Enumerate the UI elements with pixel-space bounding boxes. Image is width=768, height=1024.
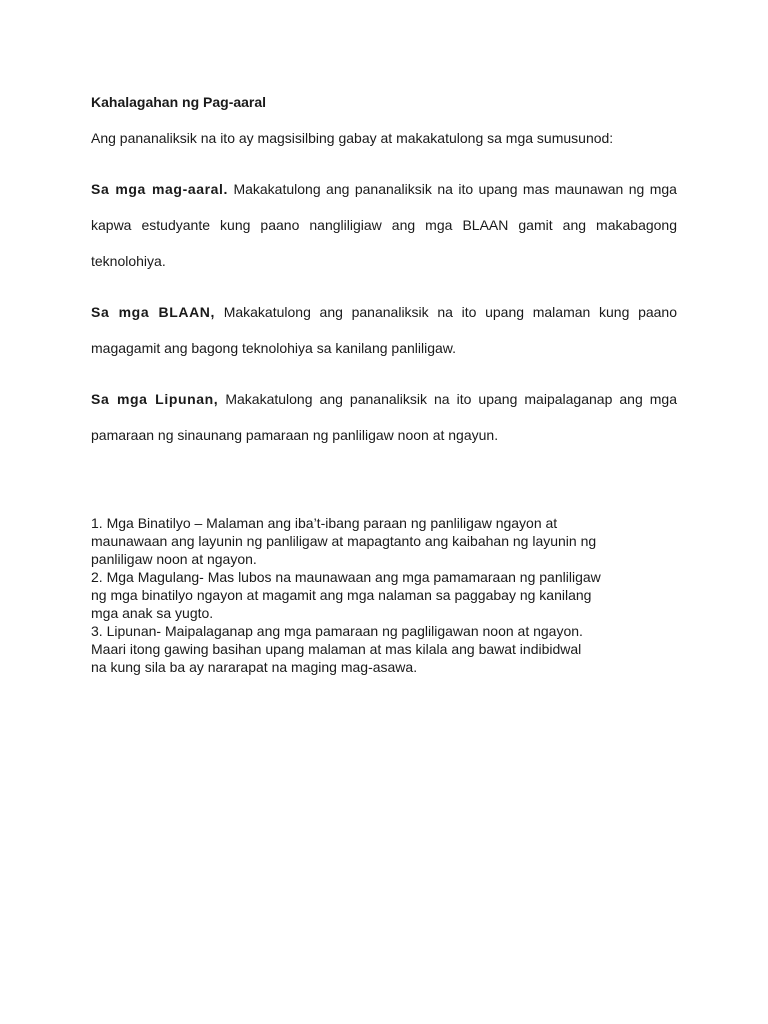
list-line: panliligaw noon at ngayon.	[91, 551, 257, 567]
list-line: maunawaan ang layunin ng panliligaw at mapagtanto ang kaibahan ng layunin ng	[91, 533, 597, 549]
list-line: 2. Mga Magulang- Mas lubos na maunawaan ang mga pamamaraan ng panliligaw	[91, 569, 601, 585]
intro-text: Ang pananaliksik na ito ay magsisilbing gabay at makakatulong sa mga sumusunod:	[91, 130, 614, 146]
paragraph-lipunan	[91, 381, 677, 453]
paragraph-body: Makakatulong ang pananaliksik na ito upang malaman kung paano magagamit ang bagong teknolohiya sa kanilang panliligaw.	[91, 304, 677, 356]
numbered-list	[91, 514, 671, 676]
list-line: ng mga binatilyo ngayon at magamit ang mga nalaman sa paggabay ng kanilang	[91, 587, 592, 603]
page-title: Kahalagahan ng Pag-aaral	[91, 94, 267, 110]
paragraph-lead: Sa mga mag-aaral.	[91, 181, 229, 197]
list-line: na kung sila ba ay nararapat na maging mag-asawa.	[91, 659, 418, 675]
list-line: mga anak sa yugto.	[91, 605, 214, 621]
paragraph-lead: Sa mga BLAAN,	[91, 304, 215, 320]
list-line: Maari itong gawing basihan upang malaman at mas kilala ang bawat indibidwal	[91, 641, 582, 657]
paragraph-mag-aaral	[91, 171, 677, 279]
list-line: 1. Mga Binatilyo – Malaman ang iba’t-ibang paraan ng panliligaw ngayon at	[91, 515, 558, 531]
paragraph-blaan	[91, 294, 677, 366]
paragraph-body: Makakatulong ang pananaliksik na ito upang maipalaganap ang mga pamaraan ng sinaunang pamaraan ng panliligaw noon at ngayun.	[91, 391, 678, 443]
paragraph-body: Makakatulong ang pananaliksik na ito upang mas maunawan ng mga kapwa estudyante kung paano nangliligiaw ang mga BLAAN gamit ang makabagong teknolohiya.	[91, 181, 677, 269]
paragraph-lead: Sa mga Lipunan,	[91, 391, 219, 407]
list-line: 3. Lipunan- Maipalaganap ang mga pamaraan ng pagliligawan noon at ngayon.	[91, 623, 583, 639]
